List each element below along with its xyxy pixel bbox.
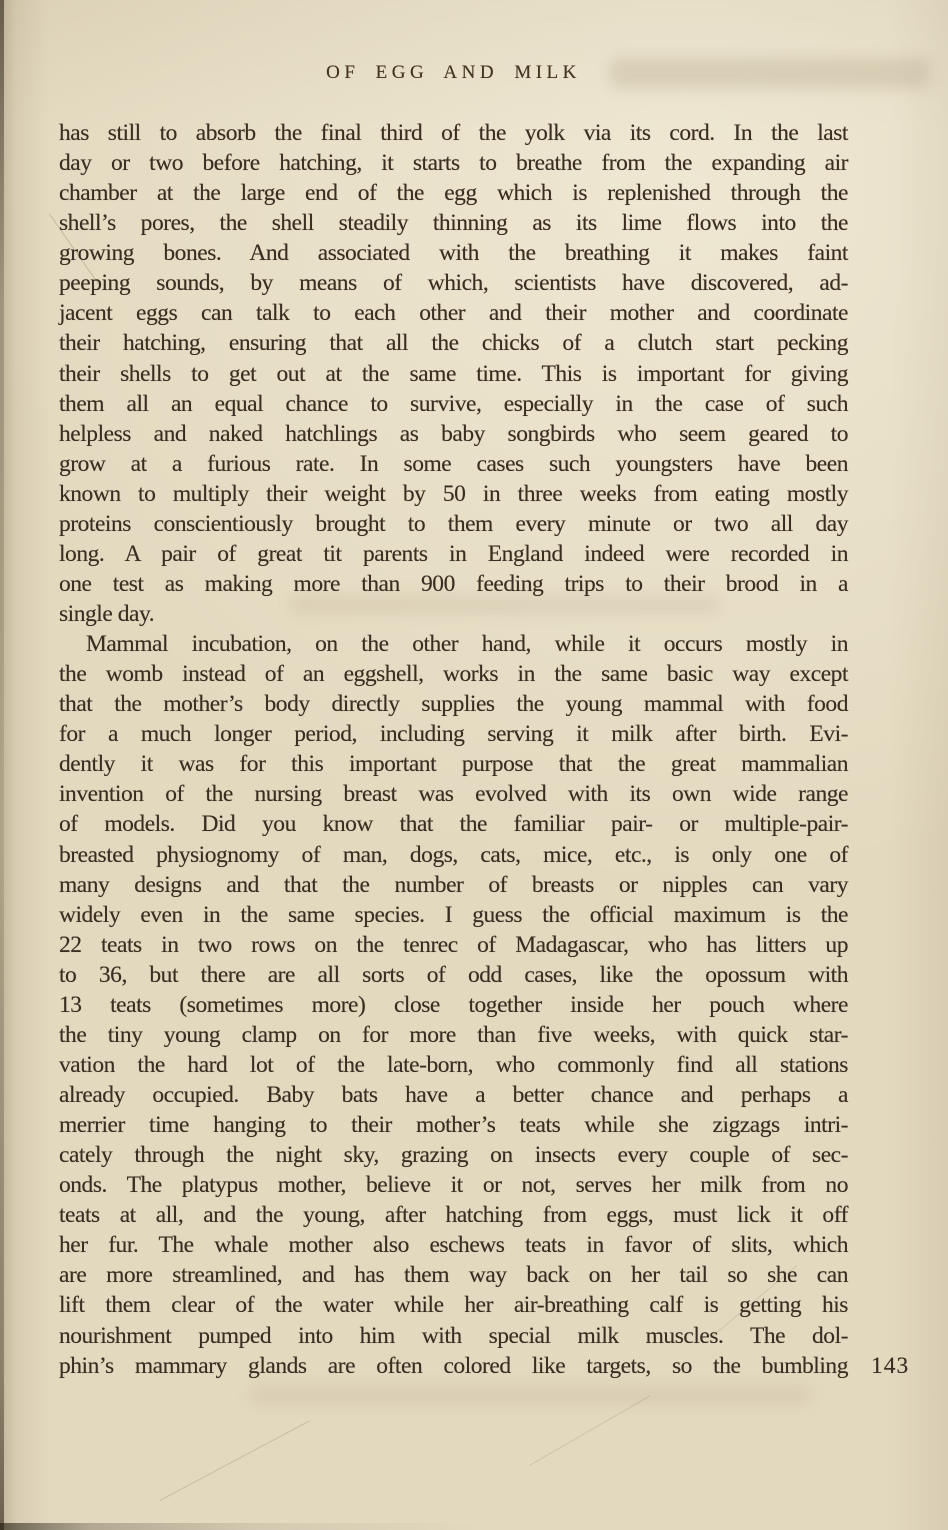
text-line: one test as making more than 900 feeding trips to their brood in a — [59, 570, 848, 597]
text-line: breasted physiognomy of man, dogs, cats, mice, etc., is only one of — [59, 841, 848, 868]
text-line: chamber at the large end of the egg which is replenished through the — [59, 180, 848, 207]
text-line: for a much longer period, including serving it milk after birth. Evi- — [59, 721, 848, 748]
text-line: their hatching, ensuring that all the chicks of a clutch start pecking — [59, 330, 848, 357]
text-line: grow at a furious rate. In some cases such youngsters have been — [59, 450, 848, 477]
text-line: dently it was for this important purpose that the great mammalian — [59, 751, 848, 778]
text-line: vation the hard lot of the late-born, who commonly find all stations — [59, 1051, 848, 1078]
text-line: invention of the nursing breast was evolved with its own wide range — [59, 781, 848, 808]
text-line: helpless and naked hatchlings as baby songbirds who seem geared to — [59, 420, 848, 447]
text-line: are more streamlined, and has them way back on her tail so she can — [59, 1262, 848, 1289]
text-line: them all an equal chance to survive, especially in the case of such — [59, 390, 848, 417]
text-line: 22 teats in two rows on the tenrec of Madagascar, who has litters up — [59, 931, 848, 958]
text-line: Mammal incubation, on the other hand, while it occurs mostly in — [86, 631, 848, 658]
text-line: her fur. The whale mother also eschews teats in favor of slits, which — [59, 1232, 848, 1259]
text-line: of models. Did you know that the familiar pair- or multiple-pair- — [59, 811, 848, 838]
page-bottom-edge-shadow — [0, 1523, 948, 1530]
text-line: to 36, but there are all sorts of odd cases, like the opossum with — [59, 961, 848, 988]
text-line: proteins conscientiously brought to them every minute or two all day — [59, 510, 848, 537]
text-line: teats at all, and the young, after hatching from eggs, must lick it off — [59, 1202, 848, 1229]
text-line: has still to absorb the final third of the yolk via its cord. In the last — [59, 120, 848, 146]
text-line: onds. The platypus mother, believe it or not, serves her milk from no — [59, 1172, 848, 1199]
text-line: many designs and that the number of breasts or nipples can vary — [59, 871, 848, 898]
text-line: single day. — [59, 601, 155, 627]
text-line: nourishment pumped into him with special milk muscles. The dol- — [59, 1322, 848, 1349]
text-line: shell’s pores, the shell steadily thinning as its lime flows into the — [59, 210, 848, 237]
page-number: 143 — [871, 1353, 910, 1379]
paper-scratch — [160, 1420, 311, 1501]
text-line: widely even in the same species. I guess the official maximum is the — [59, 901, 848, 928]
text-line: the womb instead of an eggshell, works in the same basic way except — [59, 661, 848, 688]
text-line: that the mother’s body directly supplies the young mammal with food — [59, 691, 848, 718]
text-line: phin’s mammary glands are often colored like targets, so the bumbling — [59, 1352, 848, 1379]
text-block — [59, 118, 848, 1381]
showthrough-smudge — [250, 1386, 810, 1404]
text-line: jacent eggs can talk to each other and their mother and coordinate — [59, 300, 848, 327]
text-line: 13 teats (sometimes more) close together inside her pouch where — [59, 991, 848, 1018]
text-line: peeping sounds, by means of which, scientists have discovered, ad- — [59, 270, 848, 297]
text-line: known to multiply their weight by 50 in three weeks from eating mostly — [59, 480, 848, 507]
text-line: growing bones. And associated with the breathing it makes faint — [59, 240, 848, 267]
text-line: already occupied. Baby bats have a better chance and perhaps a — [59, 1082, 848, 1108]
paper-scratch — [529, 1395, 651, 1466]
text-line: lift them clear of the water while her air-breathing calf is getting his — [59, 1292, 848, 1319]
running-head: OF EGG AND MILK — [326, 62, 581, 83]
page-left-edge-shadow — [0, 0, 4, 1530]
text-line: their shells to get out at the same time. This is important for giving — [59, 360, 848, 387]
text-line: long. A pair of great tit parents in England indeed were recorded in — [59, 540, 848, 567]
text-line: day or two before hatching, it starts to breathe from the expanding air — [59, 150, 848, 177]
text-line: cately through the night sky, grazing on insects every couple of sec- — [59, 1142, 848, 1169]
text-line: the tiny young clamp on for more than five weeks, with quick star- — [59, 1021, 848, 1048]
text-line: merrier time hanging to their mother’s teats while she zigzags intri- — [59, 1112, 848, 1139]
